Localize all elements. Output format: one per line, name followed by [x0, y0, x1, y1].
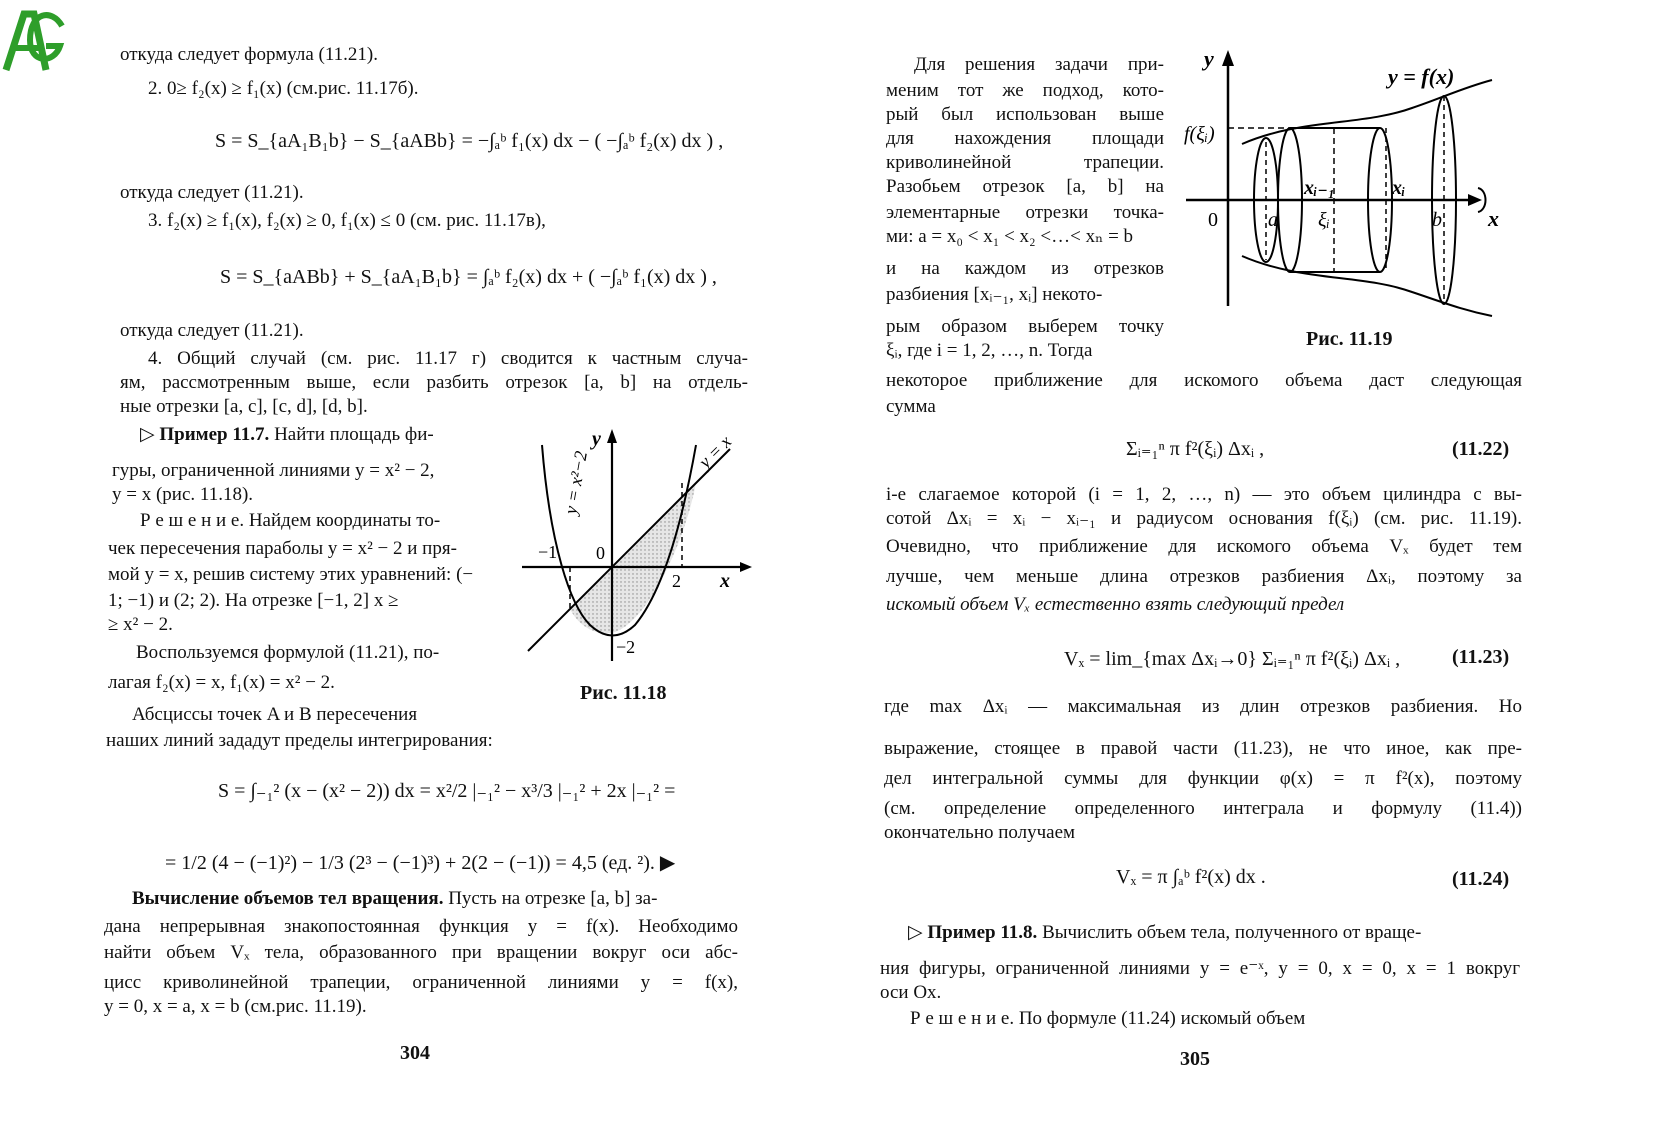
text-line: гуры, ограниченной линиями y = x² − 2, [112, 460, 435, 481]
example-title: Пример 11.8. [927, 922, 1038, 943]
section-title: Вычисление объемов тел вращения. [132, 888, 444, 909]
parabola-label: y = x²−2 [560, 449, 591, 516]
y-axis-label: y [1204, 48, 1214, 71]
text-line: рым образом выберем точку [886, 316, 1164, 337]
text-line: ми: a = x₀ < x₁ < x₂ <…< xₙ = b [886, 226, 1134, 247]
end-marker-icon: ▶ [659, 852, 676, 874]
text-line: y = 0, x = a, x = b (см.рис. 11.19). [104, 996, 367, 1017]
origin-label: 0 [1208, 209, 1218, 231]
figure-11-19 [1182, 48, 1512, 318]
y-axis-arrow-icon [1222, 50, 1234, 66]
text-line: цисс криволинейной трапеции, ограниченной линиями y = f(x), [104, 972, 738, 993]
equation: S = S_{aA₁B₁b} − S_{aABb} = −∫ₐᵇ f₁(x) dx − ( −∫ₐᵇ f₂(x) dx ) , [215, 130, 724, 152]
text-line: элементарные отрезки точка- [886, 202, 1164, 223]
text-line: разбиения [xᵢ₋₁, xᵢ] некото- [886, 284, 1103, 305]
text-line: некоторое приближение для искомого объема даст следующая [886, 370, 1522, 391]
text-line: ξᵢ, где i = 1, 2, …, n. Тогда [886, 340, 1093, 361]
text-line: сотой Δxᵢ = xᵢ − xᵢ₋₁ и радиусом основания f(ξᵢ) (см. рис. 11.19). [886, 508, 1522, 529]
text-line: y = x (рис. 11.18). [112, 484, 254, 505]
shaded-region [570, 483, 696, 633]
text-line: окончательно получаем [884, 822, 1076, 843]
b-label: b [1432, 209, 1442, 231]
curve-label: y = f(x) [1388, 64, 1455, 89]
text-line: (см. определение определенного интеграла и формулу (11.4)) [884, 798, 1522, 819]
curve-lower [1242, 256, 1492, 316]
text-line: ям, рассмотренным выше, если разбить отрезок [a, b] на отдель- [120, 372, 748, 393]
line-label: y = x [694, 431, 736, 472]
example-header [908, 922, 1421, 944]
text-line: и на каждом из отрезков [886, 258, 1164, 279]
equation: Vₓ = lim_{max Δxᵢ→0} Σᵢ₌₁ⁿ π f²(ξᵢ) Δxᵢ , [1064, 648, 1401, 670]
text-line: Вычисление объемов тел вращения. Пусть на отрезке [a, b] за- [132, 888, 658, 909]
text-line: Р е ш е н и е. По формуле (11.24) искомый объем [910, 1008, 1306, 1029]
figure-caption: Рис. 11.18 [580, 682, 667, 704]
text-line: i-е слагаемое которой (i = 1, 2, …, n) — это объем цилиндра с вы- [886, 484, 1522, 505]
text-line: найти объем Vₓ тела, образованного при вращении вокруг оси абс- [104, 942, 738, 963]
y-axis-label: y [592, 428, 601, 450]
equation: S = S_{aABb} + S_{aA₁B₁b} = ∫ₐᵇ f₂(x) dx + ( −∫ₐᵇ f₁(x) dx ) , [220, 266, 717, 288]
text-line: искомый объем Vₓ естественно взять следующий предел [886, 594, 1345, 615]
page-number: 304 [400, 1042, 430, 1064]
text-line: где max Δxᵢ — максимальная из длин отрезков разбиения. Но [884, 696, 1522, 717]
right-page [860, 0, 1662, 1141]
text-line: выражение, стоящее в правой части (11.23), не что иное, как пре- [884, 738, 1522, 759]
text-line: ≥ x² − 2. [108, 614, 173, 635]
tick-label: −2 [616, 637, 636, 657]
text-line: 1; −1) и (2; 2). На отрезке [−1, 2] x ≥ [108, 590, 399, 611]
text-line: откуда следует формула (11.21). [120, 44, 378, 65]
text-line: 2. 0≥ f₂(x) ≥ f₁(x) (см.рис. 11.17б). [148, 78, 419, 99]
text-line: криволинейной трапеции. [886, 152, 1164, 173]
tick-label: 2 [672, 571, 681, 591]
example-text: Найти площадь фи- [274, 424, 434, 445]
example-text: Вычислить объем тела, полученного от враще- [1042, 922, 1422, 943]
page-number: 305 [1180, 1048, 1210, 1070]
equation: Σᵢ₌₁ⁿ π f²(ξᵢ) Δxᵢ , [1126, 438, 1265, 460]
text-line: для нахождения площади [886, 128, 1164, 149]
equation-number: (11.24) [1452, 868, 1510, 890]
text-line: 4. Общий случай (см. рис. 11.17 г) сводится к частным случа- [148, 348, 748, 369]
text-line: лагая f₂(x) = x, f₁(x) = x² − 2. [108, 672, 335, 693]
text-line: ния фигуры, ограниченной линиями y = e⁻ˣ, y = 0, x = 0, x = 1 вокруг [880, 958, 1520, 979]
text-line: чек пересечения параболы y = x² − 2 и пря- [108, 538, 457, 559]
text-line: 3. f₂(x) ≥ f₁(x), f₂(x) ≥ 0, f₁(x) ≤ 0 (см. рис. 11.17в), [148, 210, 546, 231]
text-line: лучше, чем меньше длина отрезков разбиения Δxᵢ, поэтому за [886, 566, 1522, 587]
text-line: Абсциссы точек A и B пересечения [132, 704, 418, 725]
curve-upper [1242, 80, 1492, 144]
x-axis-arrow-icon [740, 562, 752, 572]
a-label: a [1268, 209, 1278, 231]
text-line: меним тот же подход, кото- [886, 80, 1164, 101]
example-title: Пример 11.7. [159, 424, 270, 445]
equation-number: (11.23) [1452, 646, 1510, 668]
text-line: Воспользуемся формулой (11.21), по- [136, 642, 440, 663]
example-header [140, 424, 434, 446]
text-line: откуда следует (11.21). [120, 320, 304, 341]
text-line: рый был использован выше [886, 104, 1164, 125]
text-line: Очевидно, что приближение для искомого объема Vₓ будет тем [886, 536, 1522, 557]
text-line: мой y = x, решив систему этих уравнений: (− [108, 564, 474, 585]
x-axis-arrow-icon [1468, 194, 1482, 206]
text-line: откуда следует (11.21). [120, 182, 304, 203]
text-line: Р е ш е н и е. Найдем координаты то- [140, 510, 441, 531]
triangle-marker-icon: ▷ [908, 922, 923, 943]
tick-label: −1 [538, 542, 558, 562]
text-line: оси Ox. [880, 982, 942, 1003]
y-axis-arrow-icon [607, 429, 617, 443]
figure-caption: Рис. 11.19 [1306, 328, 1393, 350]
text-line: ные отрезки [a, c], [c, d], [d, b]. [120, 396, 368, 417]
x-i-label: xᵢ [1392, 177, 1406, 199]
origin-label: 0 [596, 543, 605, 563]
text-line: наших линий зададут пределы интегрирования: [106, 730, 493, 751]
xi-i-label: ξᵢ [1318, 209, 1330, 231]
left-page [0, 0, 820, 1141]
text-line: дел интегральной суммы для функции φ(x) = π f²(x), поэтому [884, 768, 1522, 789]
triangle-marker-icon: ▷ [140, 424, 155, 445]
equation-number: (11.22) [1452, 438, 1510, 460]
x-axis-label: x [720, 570, 730, 592]
text-line: Разобьем отрезок [a, b] на [886, 176, 1164, 197]
equation: = 1/2 (4 − (−1)²) − 1/3 (2³ − (−1)³) + 2(2 − (−1)) = 4,5 (ед. ²). ▶ [165, 852, 676, 874]
text-line: дана непрерывная знакопостоянная функция y = f(x). Необходимо [104, 916, 738, 937]
figure-11-18 [520, 425, 760, 675]
x-axis-label: x [1488, 206, 1499, 231]
x-i-minus-1-label: xᵢ₋₁ [1304, 177, 1335, 199]
text-line: Для решения задачи при- [914, 54, 1164, 75]
equation: Vₓ = π ∫ₐᵇ f²(x) dx . [1116, 866, 1266, 888]
text-line: сумма [886, 396, 936, 417]
f-xi-label: f(ξᵢ) [1184, 123, 1215, 145]
equation: S = ∫₋₁² (x − (x² − 2)) dx = x²/2 |₋₁² − x³/3 |₋₁² + 2x |₋₁² = [218, 780, 676, 802]
